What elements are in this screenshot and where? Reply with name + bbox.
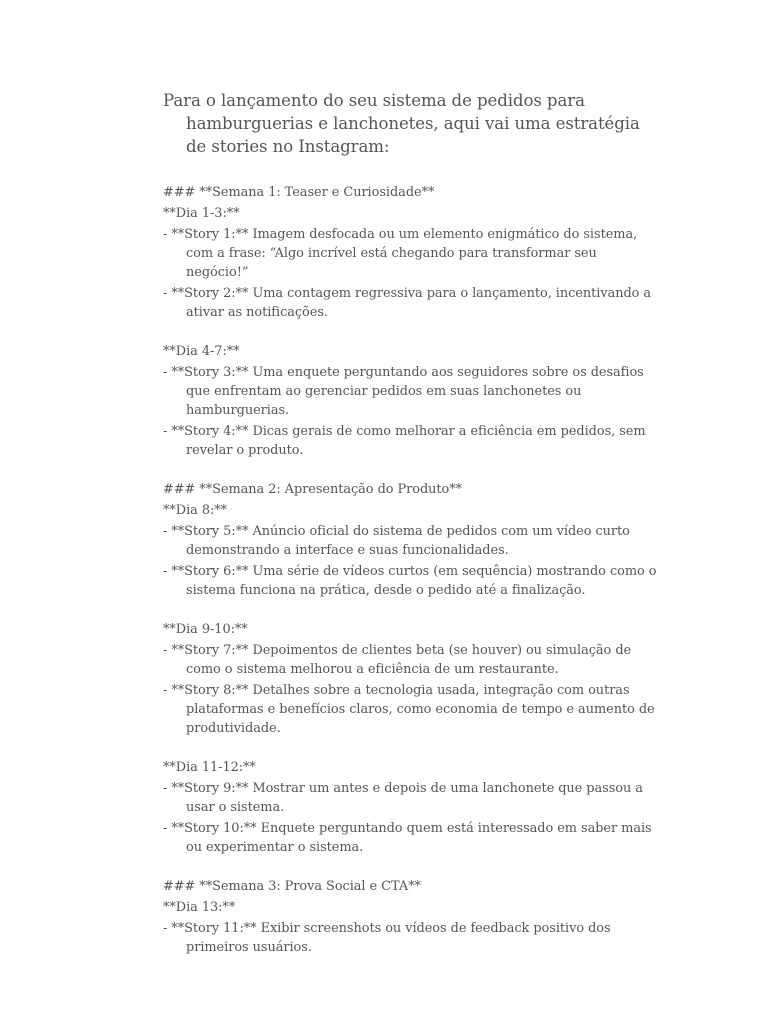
day-label: **Dia 13:**: [163, 900, 236, 915]
section-heading: ### **Semana 3: Prova Social e CTA**: [163, 879, 421, 894]
day-label: **Dia 4-7:**: [163, 344, 240, 359]
story-item: - **Story 11:** Exibir screenshots ou vídeos de feedback positivo dos primeiros usuários.: [163, 921, 611, 955]
section-block-2: [163, 342, 663, 460]
section-block-5: [163, 758, 663, 857]
document-page: [163, 89, 663, 959]
section-heading: ### **Semana 2: Apresentação do Produto**: [163, 482, 463, 497]
intro-paragraph: Para o lançamento do seu sistema de pedidos para hamburguerias e lanchonetes, aqui vai uma estratégia de stories no Instagram:: [163, 91, 640, 156]
section-block-3: [163, 480, 663, 600]
section-block-6: [163, 877, 663, 957]
day-label: **Dia 8:**: [163, 503, 228, 518]
story-item: - **Story 5:** Anúncio oficial do sistema de pedidos com um vídeo curto demonstrando a interface e suas funcionalidades.: [163, 524, 630, 558]
story-item: - **Story 3:** Uma enquete perguntando aos seguidores sobre os desafios que enfrentam ao gerenciar pedidos em suas lanchonetes ou hamburguerias.: [163, 365, 644, 418]
story-item: - **Story 2:** Uma contagem regressiva para o lançamento, incentivando a ativar as notificações.: [163, 286, 652, 320]
day-label: **Dia 11-12:**: [163, 760, 256, 775]
story-item: - **Story 6:** Uma série de vídeos curtos (em sequência) mostrando como o sistema funciona na prática, desde o pedido até a finalização.: [163, 564, 657, 598]
section-block-4: [163, 620, 663, 738]
story-item: - **Story 7:** Depoimentos de clientes beta (se houver) ou simulação de como o sistema melhorou a eficiência de um restaurante.: [163, 643, 632, 677]
section-block-1: [163, 183, 663, 322]
story-item: - **Story 1:** Imagem desfocada ou um elemento enigmático do sistema, com a frase: “Algo incrível está chegando para transformar seu negócio!”: [163, 227, 638, 280]
story-item: - **Story 8:** Detalhes sobre a tecnologia usada, integração com outras plataformas e benefícios claros, como economia de tempo e aumento de produtividade.: [163, 683, 655, 736]
story-item: - **Story 10:** Enquete perguntando quem está interessado em saber mais ou experimentar o sistema.: [163, 821, 652, 855]
story-item: - **Story 9:** Mostrar um antes e depois de uma lanchonete que passou a usar o sistema.: [163, 781, 643, 815]
story-item: - **Story 4:** Dicas gerais de como melhorar a eficiência em pedidos, sem revelar o produto.: [163, 424, 646, 458]
day-label: **Dia 9-10:**: [163, 622, 248, 637]
day-label: **Dia 1-3:**: [163, 206, 240, 221]
section-heading: ### **Semana 1: Teaser e Curiosidade**: [163, 185, 435, 200]
